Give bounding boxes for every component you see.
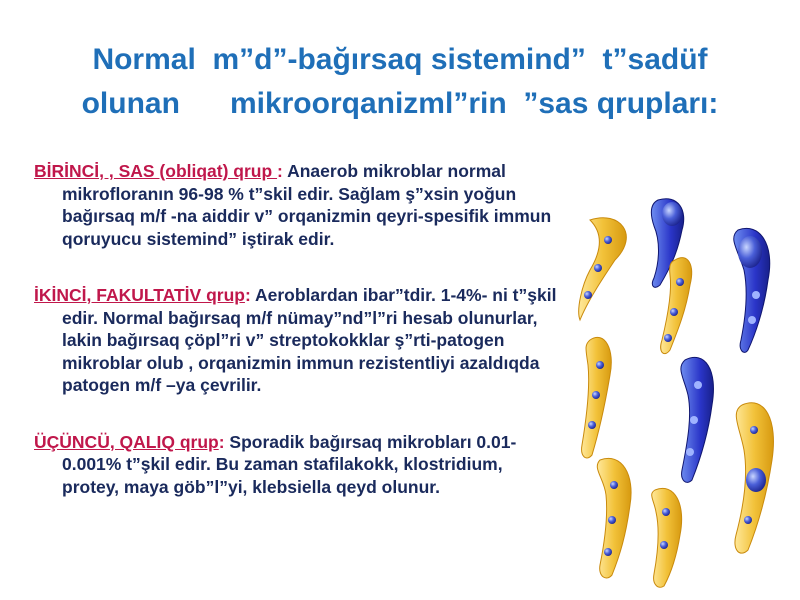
bacterium-rod-3: [582, 337, 612, 458]
group-third-separator: :: [218, 431, 225, 452]
group-second: [34, 284, 564, 397]
groups-list: [34, 160, 564, 532]
group-first-label: BİRİNCİ, , SAS (obliqat) qrup: [34, 161, 278, 181]
bacterium-rod-6: [652, 488, 682, 587]
slide-title: [0, 38, 800, 126]
bacterium-rod-5: [597, 458, 631, 578]
group-first: [34, 160, 564, 250]
group-third-text: Sporadik bağırsaq mikrobları 0.01-0.001% t”şkil edir. Bu zaman stafilakokk, klostridium, protey, maya göb”l”yi, klebsiella qeyd olunur.: [62, 431, 517, 497]
bacteria-illustration-icon: [560, 190, 795, 590]
group-second-label: İKİNCİ, FAKULTATİV qrup: [34, 285, 245, 305]
group-second-text: Aeroblardan ibar”tdir. 1-4%- ni t”şkil edir. Normal bağırsaq m/f nümay”nd”l”ri hesab olunurlar, lakin bağırsaq çöpl”ri v” streptokokklar ş”rti-patogen mikroblar olub , orqanizmin immun rezistentliyi azaldıqda patogen m/f –ya çevrilir.: [62, 285, 557, 395]
group-second-separator: :: [244, 285, 251, 305]
bacterium-rod-4: [735, 403, 774, 553]
title-line-2: olunan mikroorqanizml”rin ”sas qrupları:: [81, 87, 719, 120]
bacterium-rod-blue: [681, 357, 714, 482]
bacterium-rod-1: [579, 218, 627, 320]
title-line-1: Normal m”d”-bağırsaq sistemind” t”sadüf: [92, 43, 708, 76]
group-third: [34, 431, 564, 499]
group-third-label: ÜÇÜNCÜ, QALIQ qrup: [34, 431, 219, 452]
bacterium-club-blue-2: [734, 228, 770, 352]
group-first-separator: :: [277, 161, 283, 181]
group-first-text: Anaerob mikroblar normal mikrofloranın 96-98 % t”skil edir. Sağlam ş”xsin yoğun bağırsaq m/f -na aiddir v” orqanizmin qeyri-spesifik immun qoruyucu sistemind” iştirak edir.: [62, 161, 552, 249]
